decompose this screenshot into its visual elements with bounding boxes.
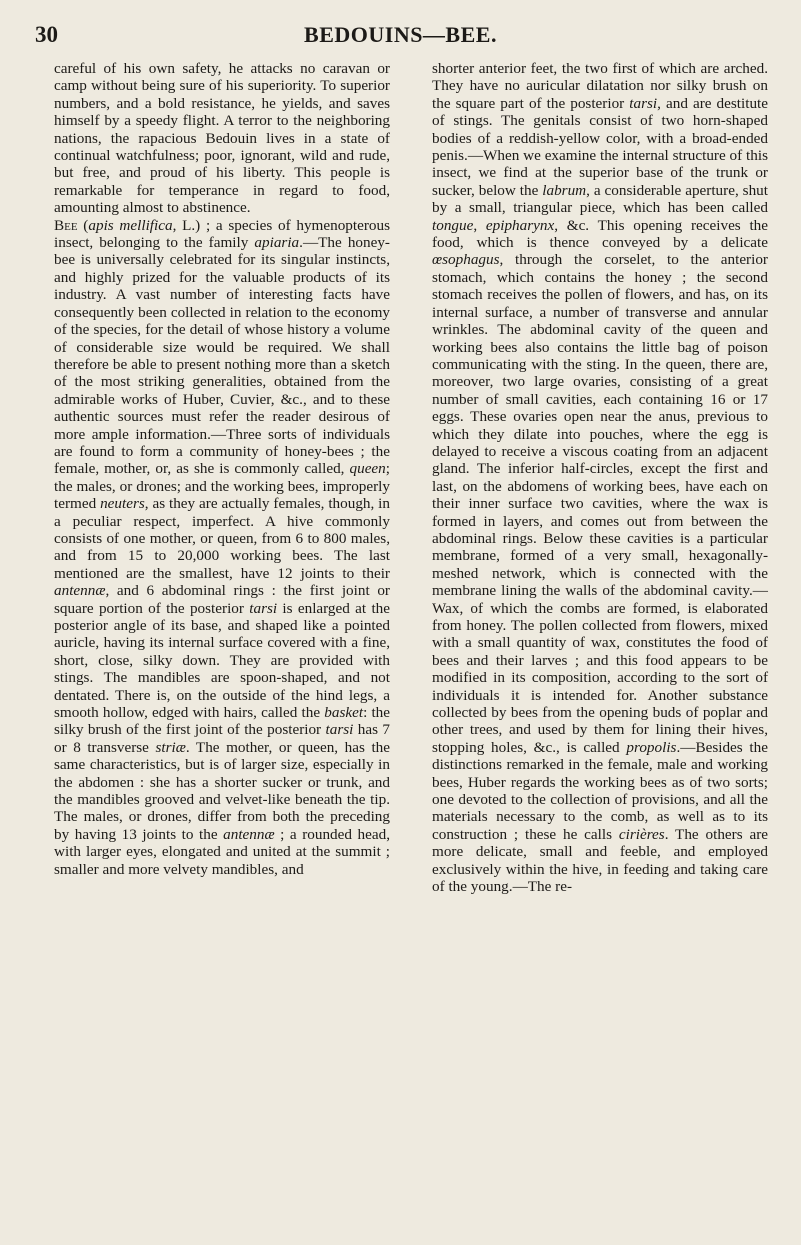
page-number: 30 [35,22,58,47]
latin-name: apis mellifica [88,216,173,234]
page-header [35,22,766,52]
bee-entry: Bee (apis mellifica, L.) ; a species of hymenopterous insect, belonging to the family apiaria.—The honey-bee is universally celebrated for its singular instincts, and highly prized for the valuable products of its industry. A vast number of interesting facts have consequently been collected in relation to the economy of the species, for the detail of whose history a volume of considerable size would be required. We shall therefore be able to present nothing more than a sketch of the most striking generalities, obtained from the admirable works of Huber, Cuvier, &c., and to these authentic sources must refer the reader desirous of more ample information.—Three sorts of individuals are found to form a community of honey-bees ; the female, mother, or, as she is commonly called, queen; the males, or drones; and the working bees, improperly termed neuters, as they are actually females, though, in a peculiar respect, imperfect. A hive commonly consists of one mother, or queen, from 6 to 800 males, and from 15 to 20,000 working bees. The last mentioned are the smallest, have 12 joints to their antennæ, and 6 abdominal rings : the first joint or square portion of the posterior tarsi is enlarged at the posterior angle of its base, and shaped like a pointed auricle, having its internal surface covered with a fine, short, close, silky down. They are provided with stings. The mandibles are spoon-shaped, and not dentated. There is, on the outside of the hind legs, a smooth hollow, edged with hairs, called the basket: the silky brush of the first joint of the posterior tarsi has 7 or 8 transverse striæ. The mother, or queen, has the same characteristics, but is of larger size, especially in the abdomen : she has a shorter sucker or trunk, and the mandibles grooved and velvet-like beneath the tip. The males, or drones, differ from both the preceding by having 13 joints to the antennæ ; a rounded head, with larger eyes, elongated and united at the summit ; smaller and more velvety mandibles, and [54,216,391,878]
running-head: BEDOUINS—BEE. [304,22,497,47]
left-column [54,60,390,878]
family-name: apiaria [254,234,300,252]
bee-entry-continued: shorter anterior feet, the two first of which are arched. They have no auricular dilatation nor silky brush on the square part of the posterior tarsi, and are destitute of stings. The genitals consist of two horn-shaped bodies of a reddish-yellow color, with a broad-ended penis.—When we examine the internal structure of this insect, we find at the superior base of the trunk or sucker, below the labrum, a considerable aperture, shut by a small, triangular piece, which has been called tongue, epipharynx, &c. This opening receives the food, which is thence conveyed by a delicate œsophagus, through the corselet, to the anterior stomach, which contains the honey ; the second stomach receives the pollen of flowers, and has, on its internal surface, a number of transverse and annular wrinkles. The abdominal cavity of the queen and working bees also contains the little bag of poison communicating with the sting. In the queen, there are, moreover, two large ovaries, consisting of a great number of small cavities, each containing 16 or 17 eggs. These ovaries open near the anus, previous to which they dilate into pouches, where the egg is delayed to receive a viscous coating from an adjacent gland. The inferior half-circles, except the first and last, on the abdomens of working bees, have each on their inner surface two cavities, where the wax is formed in layers, and comes out from between the abdominal rings. Below these cavities is a particular membrane, formed of a very small, hexagonally-meshed network, which is connected with the membrane lining the walls of the abdominal cavity.—Wax, of which the combs are formed, is elaborated from honey. The pollen collected from flowers, mixed with a small quantity of wax, constitutes the food of bees and their larves ; and this food appears to be modified in its composition, according to the sort of individuals it is intended for. Another substance collected by bees from the opening buds of poplar and other trees, and used by them for lining their hives, stopping holes, &c., is called propolis.—Besides the distinctions remarked in the female, male and working bees, Huber regards the working bees as of two sorts; one devoted to the collection of provisions, and all the materials necessary to the comb, as well as to its construction ; these he calls cirières. The others are more delicate, small and feeble, and employed exclusively within the hive, in feeding and taking care of the young.—The re- [432,60,769,896]
bedouins-paragraph: careful of his own safety, he attacks no caravan or camp without being sure of his superiority. To superior numbers, and a bold resistance, he yields, and saves himself by a speedy flight. A terror to the neighboring nations, the rapacious Bedouin lives in a state of continual watchfulness; poor, ignorant, wild and rude, but free, and proud of his liberty. This people is remarkable for temperance in regard to food, amounting almost to abstinence. [54,60,390,217]
right-column [432,60,768,896]
entry-headword: Bee [54,216,78,234]
